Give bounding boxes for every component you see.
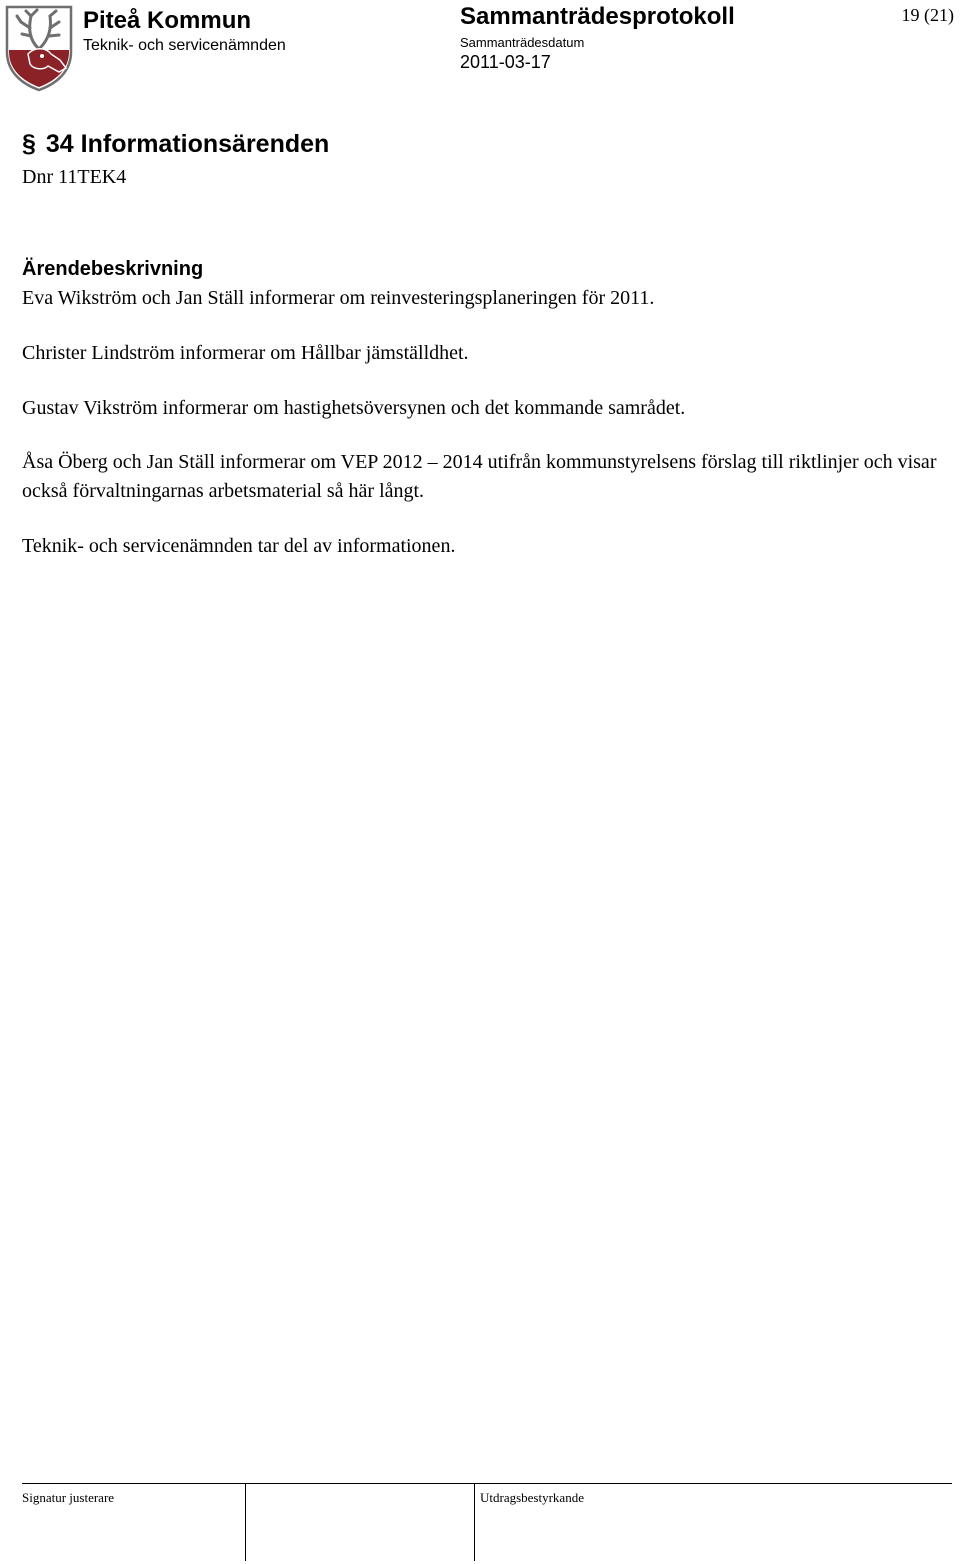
- paragraph-2: Christer Lindström informerar om Hållbar jämställdhet.: [22, 342, 469, 364]
- department-name: Teknik- och servicenämnden: [83, 37, 286, 54]
- document-type: Sammanträdesprotokoll: [460, 3, 735, 30]
- meeting-date: 2011-03-17: [460, 52, 551, 72]
- paragraph-4: Åsa Öberg och Jan Ställ informerar om VEP 2012 – 2014 utifrån kommunstyrelsens förslag till riktlinjer och visar också förvaltningarnas arbetsmaterial så här långt.: [22, 451, 937, 502]
- page-number: 19 (21): [901, 5, 954, 25]
- footer-rule: [22, 1483, 952, 1484]
- reindeer-eye: [40, 54, 44, 58]
- section-heading: [22, 128, 329, 160]
- signature-field-label: Signatur justerare: [22, 1490, 115, 1505]
- meeting-date-label: Sammanträdesdatum: [460, 35, 585, 50]
- paragraph-5: Teknik- och servicenämnden tar del av informationen.: [22, 535, 456, 557]
- extract-certification-label: Utdragsbestyrkande: [480, 1490, 584, 1505]
- reindeer-coat-of-arms-icon: [4, 4, 74, 92]
- case-description-heading: Ärendebeskrivning: [22, 258, 204, 280]
- section-sign: §: [22, 130, 36, 158]
- footer-divider-2: [474, 1483, 475, 1561]
- organization-name: Piteå Kommun: [83, 7, 252, 34]
- diary-number: Dnr 11TEK4: [22, 166, 127, 188]
- paragraph-3: Gustav Vikström informerar om hastighetsöversynen och det kommande samrådet.: [22, 397, 686, 419]
- section-title: 34 Informationsärenden: [45, 130, 330, 158]
- paragraph-1: Eva Wikström och Jan Ställ informerar om reinvesteringsplaneringen för 2011.: [22, 287, 655, 309]
- footer-divider-1: [245, 1483, 246, 1561]
